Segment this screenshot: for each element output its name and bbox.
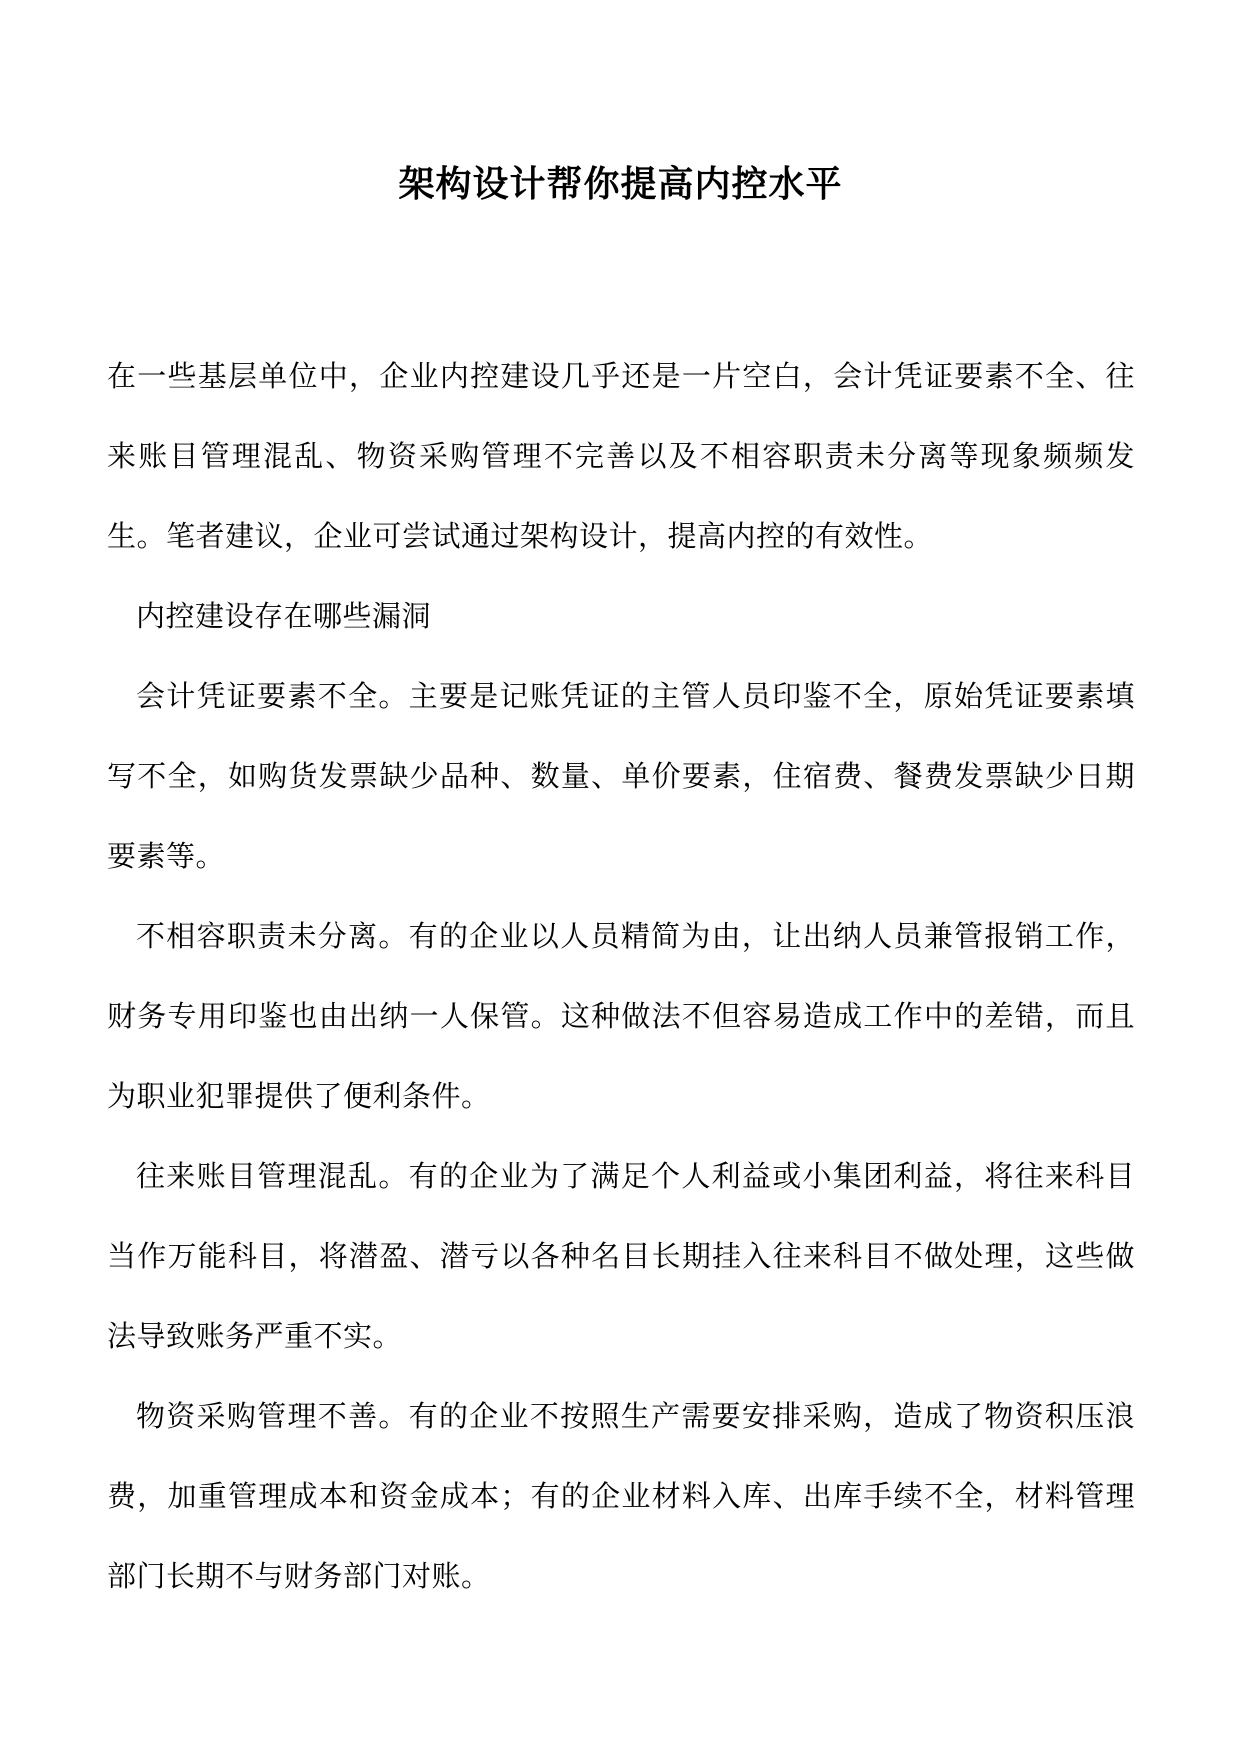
section-heading: 内控建设存在哪些漏洞 [136,599,432,633]
paragraph-accounts-management: 往来账目管理混乱。有的企业为了满足个人利益或小集团利益，将往来科目当作万能科目，将潜盈、潜亏以各种名目长期挂入往来科目不做处理，这些做法导致账务严重不实。 [107,1159,1135,1353]
paragraph-accounting-vouchers: 会计凭证要素不全。主要是记账凭证的主管人员印鉴不全，原始凭证要素填写不全，如购货发票缺少品种、数量、单价要素，住宿费、餐费发票缺少日期要素等。 [107,679,1135,873]
paragraph-procurement: 物资采购管理不善。有的企业不按照生产需要安排采购，造成了物资积压浪费，加重管理成本和资金成本；有的企业材料入库、出库手续不全，材料管理部门长期不与财务部门对账。 [107,1399,1135,1593]
paragraph-intro: 在一些基层单位中，企业内控建设几乎还是一片空白，会计凭证要素不全、往来账目管理混乱、物资采购管理不完善以及不相容职责未分离等现象频频发生。笔者建议，企业可尝试通过架构设计，提高内控的有效性。 [107,359,1135,553]
document-title: 架构设计帮你提高内控水平 [398,164,843,205]
paragraph-duty-separation: 不相容职责未分离。有的企业以人员精简为由，让出纳人员兼管报销工作，财务专用印鉴也由出纳一人保管。这种做法不但容易造成工作中的差错，而且为职业犯罪提供了便利条件。 [107,919,1135,1113]
document-body [107,336,1135,1616]
